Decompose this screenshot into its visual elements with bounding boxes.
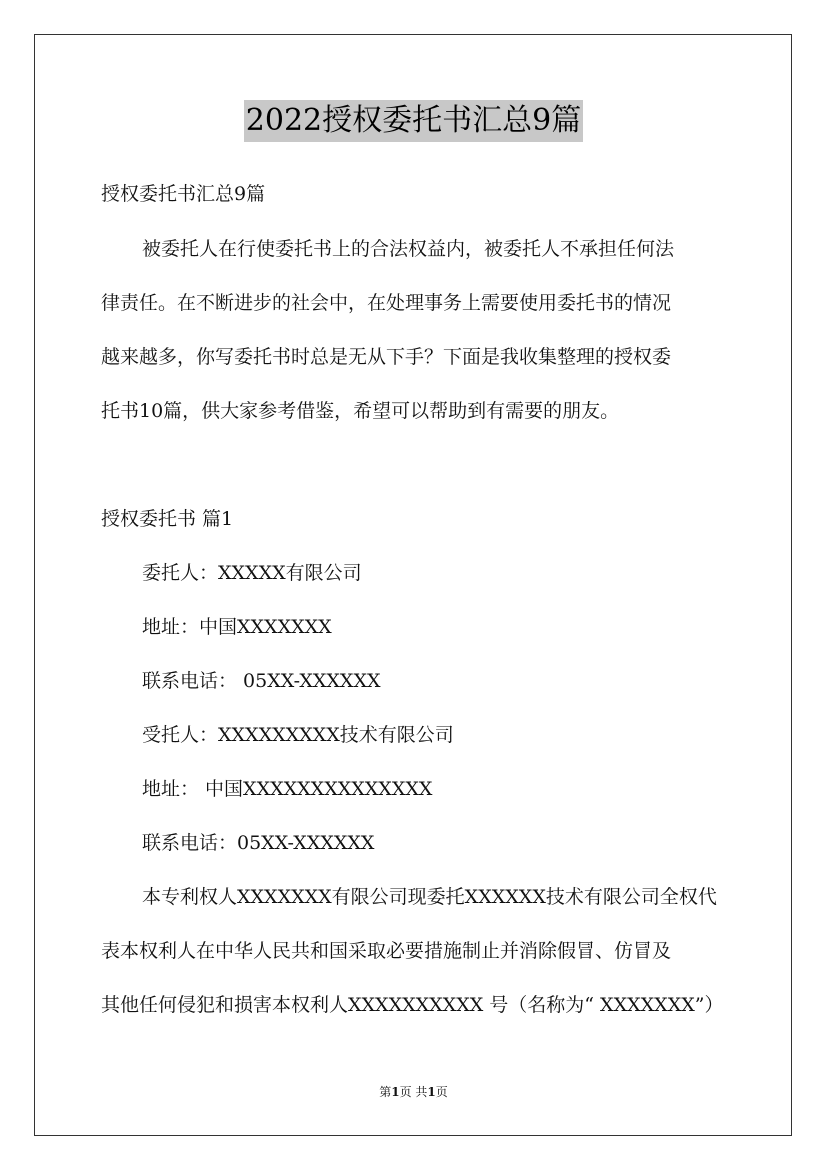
footer-total-pages: 1 [427,1085,436,1099]
body-line: 本专利权人XXXXXXX有限公司现委托XXXXXX技术有限公司全权代 [142,886,717,908]
title-area [0,100,827,142]
footer-current-page: 1 [391,1085,400,1099]
body-line: 其他任何侵犯和损害本权利人XXXXXXXXXX 号（名称为“ XXXXXXX”） [101,994,724,1016]
intro-line: 越来越多，你写委托书时总是无从下手？下面是我收集整理的授权委 [101,346,672,368]
document-title: 2022授权委托书汇总9篇 [244,100,583,142]
footer-mid: 页 共 [399,1085,428,1099]
principal-phone-field: 联系电话： 05XX-XXXXXX [142,670,381,692]
agent-phone-field: 联系电话：05XX-XXXXXX [142,832,375,854]
agent-field: 受托人：XXXXXXXXX技术有限公司 [142,724,454,746]
footer-prefix: 第 [379,1085,392,1099]
agent-address-field: 地址： 中国XXXXXXXXXXXXXX [142,778,433,800]
intro-line: 律责任。在不断进步的社会中，在处理事务上需要使用委托书的情况 [101,292,672,314]
intro-line: 托书10篇，供大家参考借鉴，希望可以帮助到有需要的朋友。 [101,400,620,422]
section-heading: 授权委托书 篇1 [101,508,234,530]
document-subtitle: 授权委托书汇总9篇 [101,183,266,205]
footer-suffix: 页 [435,1085,448,1099]
body-line: 表本权利人在中华人民共和国采取必要措施制止并消除假冒、仿冒及 [101,940,672,962]
page-footer [0,1084,827,1100]
intro-line: 被委托人在行使委托书上的合法权益内，被委托人不承担任何法 [142,238,675,260]
principal-address-field: 地址：中国XXXXXXX [142,616,332,638]
principal-field: 委托人：XXXXX有限公司 [142,562,362,584]
